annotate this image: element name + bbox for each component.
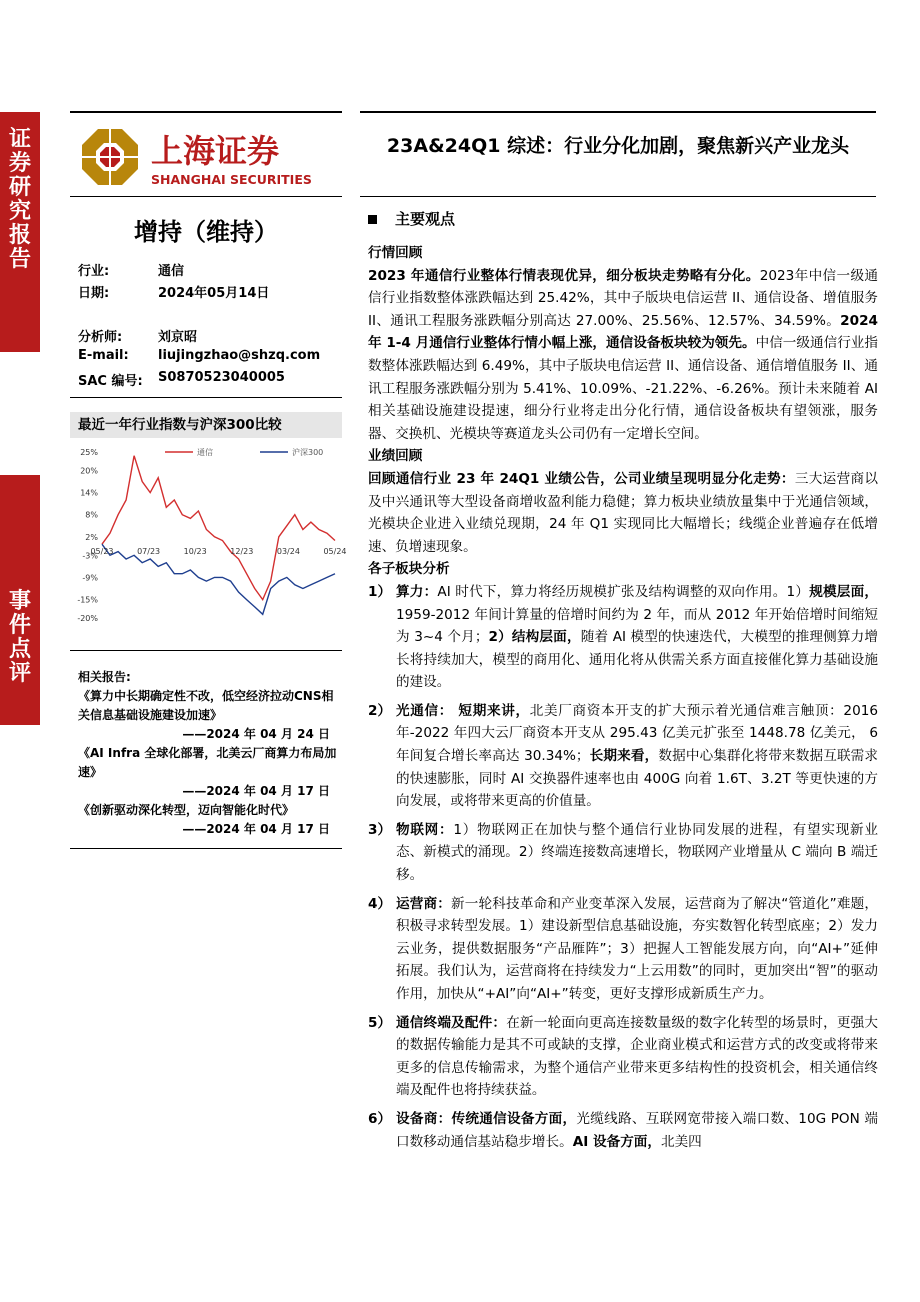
chart-title: 最近一年行业指数与沪深300比较	[70, 412, 342, 438]
title-rule	[360, 196, 876, 197]
earnings-review-text: 回顾通信行业 23 年 24Q1 业绩公告，公司业绩呈现明显分化走势：三大运营商以及中兴通讯等大型设备商增收盈利能力稳健；算力板块业绩放量集中于光通信领域，光模块企业进入业绩兑现期，24 年 Q1 实现同比大幅增长；线缆企业普遍存在低增速、负增速现象。	[368, 470, 878, 555]
company-logo	[75, 122, 325, 192]
main-points-heading: 主要观点	[368, 208, 455, 229]
sac-value: S0870523040005	[158, 370, 285, 385]
index-comparison-chart	[70, 440, 347, 630]
report-body	[368, 242, 878, 1153]
logo-en-text: SHANGHAI SECURITIES	[151, 172, 312, 187]
x-tick-label: 12/23	[230, 547, 254, 557]
related-date-2: ——2024 年 04 月 17 日	[182, 784, 330, 798]
header-rule-left	[70, 111, 342, 113]
x-tick-label: 07/23	[137, 547, 161, 557]
list-item: 3） 物联网：1）物联网正在加快与整个通信行业协同发展的进程，有望实现新业态、新模式的涌现。2）终端连接数高速增长，物联网产业增量从 C 端向 B 端迁移。	[368, 821, 878, 884]
related-item-1[interactable]: 《算力中长期确定性不改，低空经济拉动CNS相关信息基础设施建设加速》	[78, 689, 334, 722]
list-item: 1） 算力：AI 时代下，算力将经历规模扩张及结构调整的双向作用。1）规模层面，1959-2012 年间计算量的倍增时间约为 2 年，而从 2012 年开始倍增时间缩短为 3~4 个月；2）结构层面，随着 AI 模型的快速迭代，大模型的推理侧算力增长将持续加大，模型的商用化、通用化将从供需关系方面直接催化算力基础设施的建设。	[368, 583, 879, 691]
related-date-3: ——2024 年 04 月 17 日	[182, 822, 330, 836]
y-tick-label: 8%	[85, 510, 98, 520]
list-item: 4） 运营商：新一轮科技革命和产业变革深入发展，运营商为了解决“管道化”难题，积极寻求转型发展。1）建设新型信息基础设施，夯实数智化转型底座；2）发力云业务，提供数据服务“产品雁阵”；3）把握人工智能发展方向，向“AI+”延伸拓展。我们认为，运营商将在持续发力“上云用数”的同时，更加突出“智”的驱动作用，加快从“+AI”向“AI+”转变，更好支撑形成新质生产力。	[368, 895, 878, 1002]
analyst-label: 分析师:	[78, 330, 123, 345]
related-date-1: ——2024 年 04 月 24 日	[182, 727, 330, 741]
y-tick-label: 25%	[80, 448, 98, 457]
logo-rule	[70, 196, 342, 197]
y-tick-label: -15%	[77, 595, 98, 605]
square-bullet-icon	[368, 215, 377, 224]
reports-rule	[70, 848, 342, 849]
report-title: 23A&24Q1 综述：行业分化加剧，聚焦新兴产业龙头	[386, 135, 850, 157]
section-subsector-analysis: 各子板块分析	[368, 561, 450, 578]
email-label: E-mail:	[78, 348, 129, 363]
sac-label: SAC 编号:	[78, 374, 143, 389]
sidebar-mid-label: 事 件 点 评	[8, 589, 31, 686]
date-value: 2024年05月14日	[158, 286, 270, 301]
y-tick-label: 20%	[80, 466, 98, 476]
x-tick-label: 05/23	[90, 547, 114, 557]
y-tick-label: -20%	[77, 614, 98, 623]
related-heading: 相关报告:	[78, 670, 131, 684]
date-label: 日期:	[78, 286, 110, 301]
x-tick-label: 05/24	[323, 547, 347, 557]
industry-label: 行业:	[78, 264, 110, 279]
y-tick-label: -9%	[82, 573, 98, 583]
y-tick-label: 14%	[80, 488, 98, 498]
market-review-text: 2023 年通信行业整体行情表现优异，细分板块走势略有分化。2023年中信一级通信行业指数整体涨跌幅达到 25.42%，其中子版块电信运营 II、通信设备、增值服务 II、通讯工程服务涨跌幅分别高达 27.00%、25.56%、12.57%、34.59%。2024 年 1-4 月通信行业整体行情小幅上涨，通信设备板块较为领先。中信一级通信行业指数整体涨跌幅达到 6.49%，其中子版块电信运营 II、通信设备、通信增值服务 II、通讯工程服务涨跌幅分别为 5.41%、10.09%、-21.22%、-6.26%。预计未来随着 AI 相关基础设施建设提速，细分行业将走出分化行情，通信设备板块有望领涨，服务器、交换机、光模块等赛道龙头公司仍有一定增长空间。	[368, 267, 878, 442]
logo-cn-text: 上海证券	[151, 132, 280, 170]
related-item-3[interactable]: 《创新驱动深化转型，迈向智能化时代》	[78, 803, 295, 817]
sidebar-top-label: 证 券 研 究 报 告	[8, 127, 31, 272]
related-reports	[78, 668, 340, 839]
rating: 增持（维持）	[134, 218, 278, 246]
y-tick-label: -3%	[82, 551, 98, 561]
analyst-value: 刘京昭	[158, 330, 198, 345]
related-item-2[interactable]: 《AI Infra 全球化部署，北美云厂商算力布局加速》	[78, 746, 337, 779]
logo-mark-icon	[75, 122, 325, 192]
list-item: 2） 光通信： 短期来讲，北美厂商资本开支的扩大预示着光通信难言触顶：2016 年-2022 年四大云厂商资本开支从 295.43 亿美元扩张至 1448.78 亿美元， 6 年间复合增长率高达 30.34%；长期来看，数据中心集群化将带来数据互联需求的快速膨胀，同时 AI 交换器件速率也由 400G 向着 1.6T、3.2T 等更快速的方向发展，或将带来更高的价值量。	[368, 702, 879, 810]
section-earnings-review: 业绩回顾	[368, 448, 423, 465]
legend-label: 沪深300	[292, 448, 324, 457]
legend-label: 通信	[197, 448, 213, 457]
section-market-review: 行情回顾	[368, 245, 423, 261]
industry-value: 通信	[158, 264, 185, 279]
meta-rule	[70, 397, 342, 398]
list-item: 5） 通信终端及配件：在新一轮面向更高连接数量级的数字化转型的场景时，更强大的数据传输能力是其不可或缺的支撑，企业商业模式和运营方式的改变或将带来更多的信息传输需求，为整个通信产业带来更多结构性的投资机会，相关通信终端及配件也将持续获益。	[368, 1014, 879, 1099]
header-rule-right	[360, 111, 876, 113]
list-item: 6） 设备商：传统通信设备方面，光缆线路、互联网宽带接入端口数、10G PON 端口数移动通信基站稳步增长。AI 设备方面，北美四	[368, 1110, 878, 1150]
chart-rule	[70, 650, 342, 651]
x-tick-label: 03/24	[276, 547, 300, 557]
email-value[interactable]: liujingzhao@shzq.com	[158, 348, 321, 363]
y-tick-label: 2%	[85, 532, 98, 542]
x-tick-label: 10/23	[183, 547, 207, 557]
